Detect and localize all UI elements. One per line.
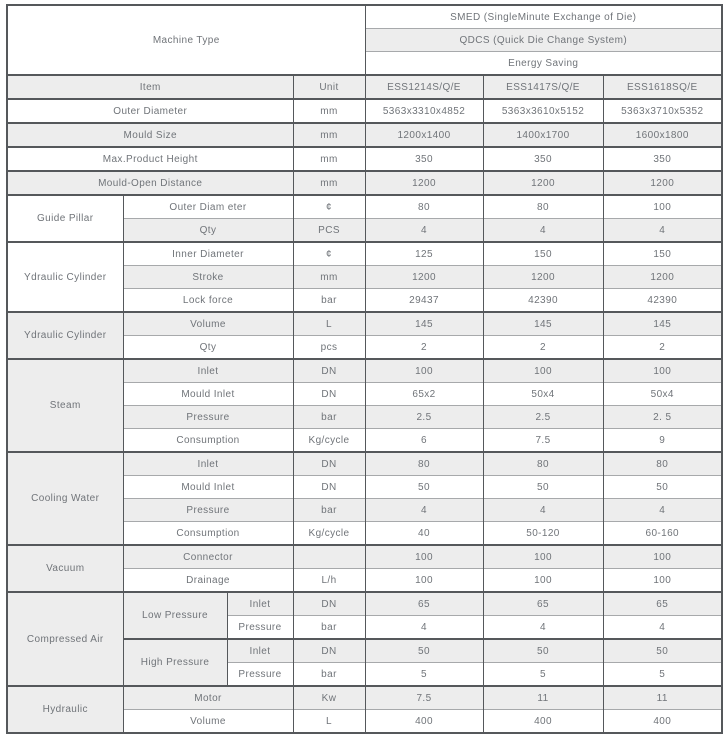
value-cell: 100	[603, 359, 722, 383]
group-label-cell: Compressed Air	[7, 592, 123, 686]
value-cell: 50	[365, 639, 483, 663]
unit-cell: ¢	[293, 195, 365, 219]
row-label-cell: Drainage	[123, 569, 293, 593]
group-label-cell: Steam	[7, 359, 123, 452]
value-cell: 50x4	[603, 383, 722, 406]
unit-cell: bar	[293, 499, 365, 522]
row-label-cell: Max.Product Height	[7, 147, 293, 171]
group-label-cell: Ydraulic Cylinder	[7, 312, 123, 359]
row-label-cell: Mould-Open Distance	[7, 171, 293, 195]
sub-row-label-cell: Inlet	[227, 592, 293, 616]
value-cell: 65	[483, 592, 603, 616]
row-label-cell: Volume	[123, 710, 293, 734]
value-cell: 125	[365, 242, 483, 266]
value-cell: 350	[365, 147, 483, 171]
unit-header-cell: Unit	[293, 75, 365, 99]
row-label-cell: Qty	[123, 336, 293, 360]
value-cell: 9	[603, 429, 722, 453]
value-cell: 11	[603, 686, 722, 710]
row-label-cell: Lock force	[123, 289, 293, 313]
unit-cell: mm	[293, 99, 365, 123]
unit-cell: mm	[293, 266, 365, 289]
value-cell: 50	[603, 639, 722, 663]
unit-cell	[293, 545, 365, 569]
unit-cell: bar	[293, 406, 365, 429]
row-label-cell: Pressure	[123, 499, 293, 522]
value-cell: 150	[483, 242, 603, 266]
group-label-cell: Ydraulic Cylinder	[7, 242, 123, 312]
row-label-cell: Motor	[123, 686, 293, 710]
sub-row-label-cell: Inlet	[227, 639, 293, 663]
value-cell: 29437	[365, 289, 483, 313]
value-cell: 4	[365, 499, 483, 522]
value-cell: 50	[603, 476, 722, 499]
value-cell: 100	[483, 359, 603, 383]
value-cell: 100	[365, 545, 483, 569]
unit-cell: DN	[293, 592, 365, 616]
unit-cell: Kg/cycle	[293, 429, 365, 453]
value-cell: 50	[483, 639, 603, 663]
value-cell: 2	[483, 336, 603, 360]
value-cell: 400	[365, 710, 483, 734]
value-cell: 11	[483, 686, 603, 710]
unit-cell: mm	[293, 147, 365, 171]
row-label-cell: Outer Diam eter	[123, 195, 293, 219]
group-label-cell: Guide Pillar	[7, 195, 123, 242]
value-cell: 5363x3710x5352	[603, 99, 722, 123]
feature-cell: Energy Saving	[365, 52, 722, 76]
unit-cell: L	[293, 312, 365, 336]
value-cell: 5	[603, 663, 722, 687]
value-cell: 2	[365, 336, 483, 360]
feature-cell: SMED (SingleMinute Exchange of Die)	[365, 5, 722, 29]
row-label-cell: Stroke	[123, 266, 293, 289]
sub-row-label-cell: Pressure	[227, 616, 293, 640]
value-cell: 5	[483, 663, 603, 687]
row-label-cell: Outer Diameter	[7, 99, 293, 123]
value-cell: 145	[483, 312, 603, 336]
value-cell: 7.5	[483, 429, 603, 453]
value-cell: 4	[365, 219, 483, 243]
value-cell: 145	[365, 312, 483, 336]
row-label-cell: Consumption	[123, 522, 293, 546]
value-cell: 350	[483, 147, 603, 171]
value-cell: 1200	[483, 171, 603, 195]
model-header-cell: ESS1214S/Q/E	[365, 75, 483, 99]
group-label-cell: Hydraulic	[7, 686, 123, 733]
value-cell: 1200	[365, 266, 483, 289]
value-cell: 100	[483, 569, 603, 593]
value-cell: 2.5	[483, 406, 603, 429]
row-label-cell: Volume	[123, 312, 293, 336]
value-cell: 80	[365, 452, 483, 476]
unit-cell: bar	[293, 616, 365, 640]
value-cell: 1200	[483, 266, 603, 289]
row-label-cell: Mould Inlet	[123, 476, 293, 499]
value-cell: 42390	[603, 289, 722, 313]
unit-cell: ¢	[293, 242, 365, 266]
subgroup-label-cell: High Pressure	[123, 639, 227, 686]
value-cell: 4	[603, 499, 722, 522]
value-cell: 100	[603, 195, 722, 219]
value-cell: 50x4	[483, 383, 603, 406]
value-cell: 65	[365, 592, 483, 616]
value-cell: 50	[483, 476, 603, 499]
value-cell: 4	[483, 499, 603, 522]
model-header-cell: ESS1618SQ/E	[603, 75, 722, 99]
row-label-cell: Inlet	[123, 359, 293, 383]
unit-cell: DN	[293, 476, 365, 499]
value-cell: 80	[365, 195, 483, 219]
row-label-cell: Inner Diameter	[123, 242, 293, 266]
value-cell: 4	[603, 219, 722, 243]
unit-cell: bar	[293, 289, 365, 313]
row-label-cell: Inlet	[123, 452, 293, 476]
value-cell: 100	[365, 569, 483, 593]
value-cell: 400	[483, 710, 603, 734]
value-cell: 5	[365, 663, 483, 687]
value-cell: 4	[603, 616, 722, 640]
row-label-cell: Mould Size	[7, 123, 293, 147]
value-cell: 4	[365, 616, 483, 640]
value-cell: 150	[603, 242, 722, 266]
value-cell: 1200x1400	[365, 123, 483, 147]
value-cell: 6	[365, 429, 483, 453]
item-header-cell: Item	[7, 75, 293, 99]
unit-cell: DN	[293, 452, 365, 476]
unit-cell: L/h	[293, 569, 365, 593]
value-cell: 50	[365, 476, 483, 499]
value-cell: 100	[603, 545, 722, 569]
unit-cell: mm	[293, 171, 365, 195]
value-cell: 7.5	[365, 686, 483, 710]
unit-cell: Kw	[293, 686, 365, 710]
subgroup-label-cell: Low Pressure	[123, 592, 227, 639]
machine-type-cell: Machine Type	[7, 5, 365, 75]
value-cell: 1400x1700	[483, 123, 603, 147]
value-cell: 2.5	[365, 406, 483, 429]
row-label-cell: Pressure	[123, 406, 293, 429]
value-cell: 1200	[365, 171, 483, 195]
value-cell: 1200	[603, 171, 722, 195]
model-header-cell: ESS1417S/Q/E	[483, 75, 603, 99]
value-cell: 42390	[483, 289, 603, 313]
value-cell: 145	[603, 312, 722, 336]
row-label-cell: Qty	[123, 219, 293, 243]
value-cell: 2. 5	[603, 406, 722, 429]
value-cell: 350	[603, 147, 722, 171]
unit-cell: bar	[293, 663, 365, 687]
unit-cell: PCS	[293, 219, 365, 243]
value-cell: 400	[603, 710, 722, 734]
row-label-cell: Mould Inlet	[123, 383, 293, 406]
machine-spec-table	[6, 4, 723, 734]
group-label-cell: Vacuum	[7, 545, 123, 592]
unit-cell: DN	[293, 639, 365, 663]
value-cell: 100	[483, 545, 603, 569]
feature-cell: QDCS (Quick Die Change System)	[365, 29, 722, 52]
unit-cell: L	[293, 710, 365, 734]
unit-cell: DN	[293, 359, 365, 383]
value-cell: 5363x3310x4852	[365, 99, 483, 123]
unit-cell: mm	[293, 123, 365, 147]
unit-cell: pcs	[293, 336, 365, 360]
value-cell: 4	[483, 616, 603, 640]
unit-cell: DN	[293, 383, 365, 406]
value-cell: 4	[483, 219, 603, 243]
row-label-cell: Consumption	[123, 429, 293, 453]
row-label-cell: Connector	[123, 545, 293, 569]
value-cell: 50-120	[483, 522, 603, 546]
value-cell: 65x2	[365, 383, 483, 406]
value-cell: 80	[603, 452, 722, 476]
group-label-cell: Cooling Water	[7, 452, 123, 545]
value-cell: 65	[603, 592, 722, 616]
value-cell: 40	[365, 522, 483, 546]
value-cell: 100	[603, 569, 722, 593]
value-cell: 80	[483, 452, 603, 476]
value-cell: 80	[483, 195, 603, 219]
value-cell: 5363x3610x5152	[483, 99, 603, 123]
value-cell: 2	[603, 336, 722, 360]
value-cell: 1200	[603, 266, 722, 289]
value-cell: 100	[365, 359, 483, 383]
unit-cell: Kg/cycle	[293, 522, 365, 546]
value-cell: 1600x1800	[603, 123, 722, 147]
value-cell: 60-160	[603, 522, 722, 546]
sub-row-label-cell: Pressure	[227, 663, 293, 687]
